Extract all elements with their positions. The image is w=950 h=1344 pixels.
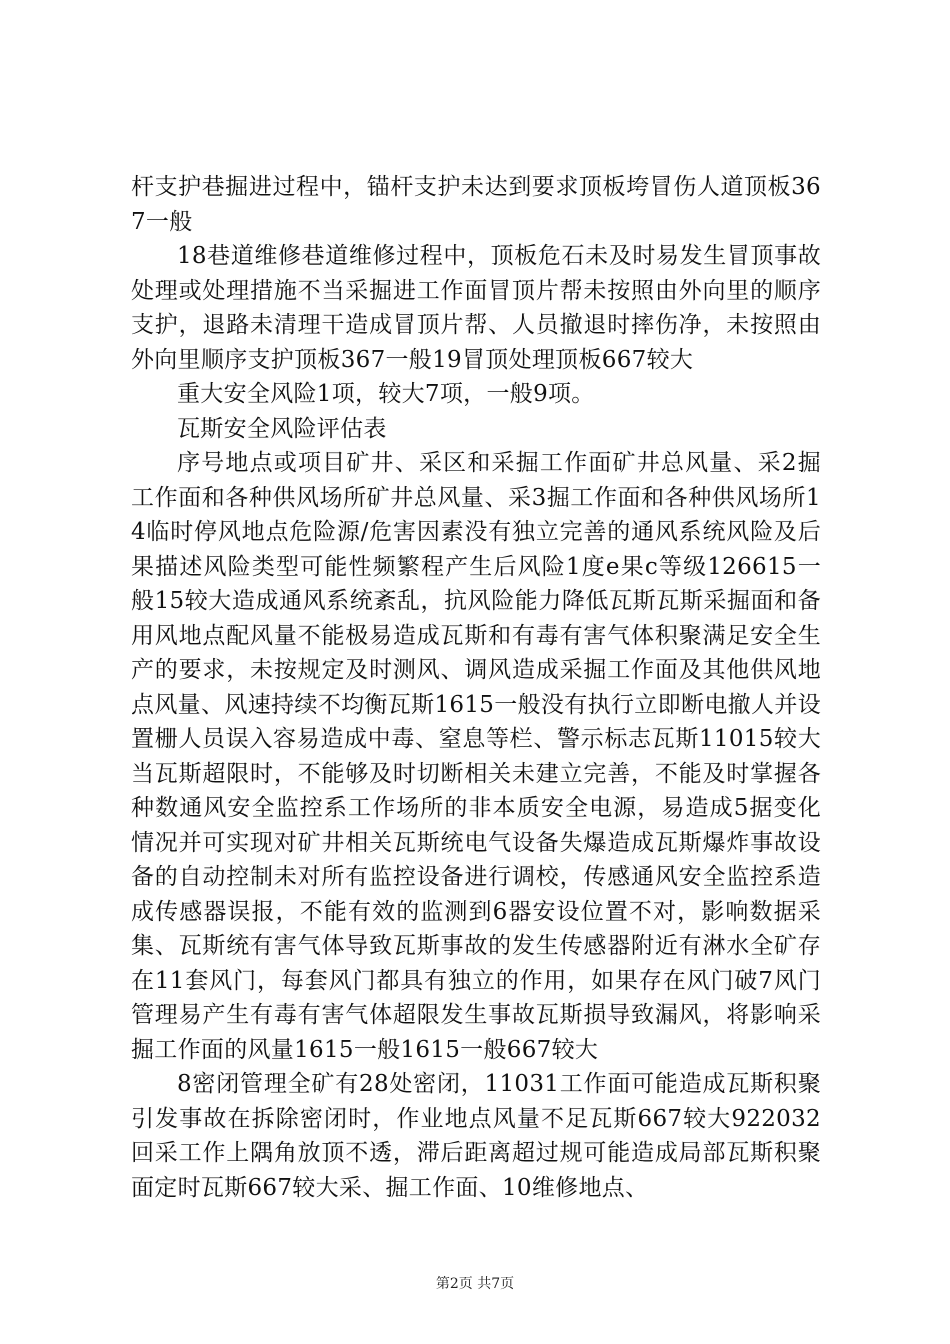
paragraph-risk-summary: 重大安全风险1项，较大7项，一般9项。 — [177, 381, 595, 407]
section-heading-gas-risk-table: 瓦斯安全风险评估表 — [177, 415, 387, 442]
paragraph-roof-support-tail: 杆支护巷掘进过程中，锚杆支护未达到要求顶板垮冒伤人道顶板367一般 — [131, 174, 821, 235]
paragraph-roadway-maintenance: 18巷道维修巷道维修过程中，顶板危石未及时易发生冒顶事故处理或处理措施不当采掘进工作面冒顶片帮未按照由外向里的顺序支护，退路未清理干造成冒顶片帮、人员撤退时摔伤净，未按照由外向里顺序支护顶板367一般19冒顶处理顶板667较大 — [131, 243, 821, 373]
paragraph-seal-management: 8密闭管理全矿有28处密闭，11031工作面可能造成瓦斯积聚引发事故在拆除密闭时，作业地点风量不足瓦斯667较大922032回采工作上隅角放顶不透，滞后距离超过规可能造成局部瓦斯积聚面定时瓦斯667较大采、掘工作面、10维修地点、 — [131, 1071, 821, 1201]
document-body — [131, 170, 821, 1205]
paragraph-gas-risk-table-content: 序号地点或项目矿井、采区和采掘工作面矿井总风量、采2掘工作面和各种供风场所矿井总风量、采3掘工作面和各种供风场所14临时停风地点危险源/危害因素没有独立完善的通风系统风险及后果描述风险类型可能性频繁程产生后风险1度e果c等级126615一般15较大造成通风系统紊乱，抗风险能力降低瓦斯瓦斯采掘面和备用风地点配风量不能极易造成瓦斯和有毒有害气体积聚满足安全生产的要求，未按规定及时测风、调风造成采掘工作面及其他供风地点风量、风速持续不均衡瓦斯1615一般没有执行立即断电撤人并设置栅人员误入容易造成中毒、窒息等栏、警示标志瓦斯11015较大当瓦斯超限时，不能够及时切断相关未建立完善，不能及时掌握各种数通风安全监控系工作场所的非本质安全电源，易造成5据变化情况并可实现对矿井相关瓦斯统电气设备失爆造成瓦斯爆炸事故设备的自动控制未对所有监控设备进行调校，传感通风安全监控系造成传感器误报，不能有效的监测到6器安设位置不对，影响数据采集、瓦斯统有害气体导致瓦斯事故的发生传感器附近有淋水全矿存在11套风门，每套风门都具有独立的作用，如果存在风门破7风门管理易产生有毒有害气体超限发生事故瓦斯损导致漏风，将影响采掘工作面的风量1615一般1615一般667较大 — [131, 450, 821, 1063]
page-number-footer: 第2页 共7页 — [435, 1276, 515, 1292]
